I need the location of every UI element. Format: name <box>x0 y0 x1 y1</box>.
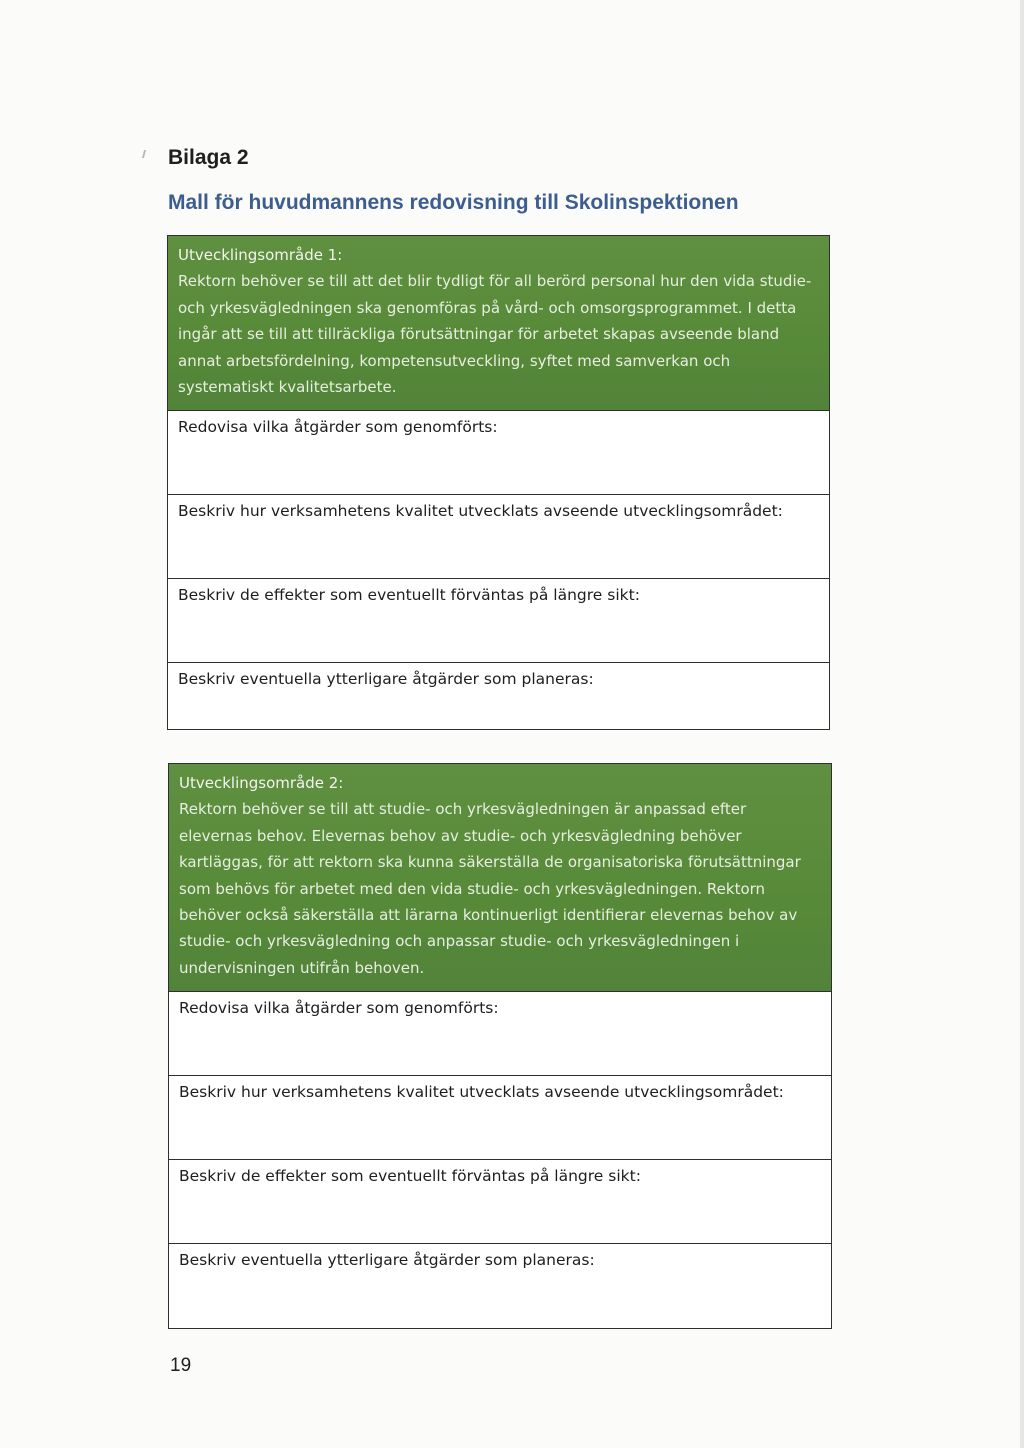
field-quality-development[interactable] <box>169 1076 831 1160</box>
field-label: Redovisa vilka åtgärder som genomförts: <box>179 999 499 1017</box>
field-label: Beskriv de effekter som eventuellt förväntas på längre sikt: <box>178 586 640 604</box>
field-long-term-effects[interactable] <box>168 579 829 663</box>
development-area-1-table <box>167 235 830 730</box>
attachment-label: Bilaga 2 <box>168 146 249 169</box>
field-planned-actions[interactable] <box>168 663 829 729</box>
field-label: Beskriv hur verksamhetens kvalitet utvecklats avseende utvecklingsområdet: <box>179 1083 784 1101</box>
development-area-1-title: Utvecklingsområde 1: <box>178 246 343 264</box>
field-label: Beskriv hur verksamhetens kvalitet utvecklats avseende utvecklingsområdet: <box>178 502 783 520</box>
development-area-1-text: Rektorn behöver se till att det blir tydligt för all berörd personal hur den vida studie- och yrkesvägledningen ska genomföras på vård- och omsorgsprogrammet. I detta ingår att se till att tillräckliga förutsättningar för arbetet skapas avseende bland annat arbetsfördelning, kompetensutveckling, syftet med samverkan och systematiskt kvalitetsarbete. <box>178 272 812 397</box>
field-planned-actions[interactable] <box>169 1244 831 1328</box>
development-area-1-description <box>168 236 829 411</box>
page-heading: Mall för huvudmannens redovisning till Skolinspektionen <box>168 191 739 214</box>
development-area-2-text: Rektorn behöver se till att studie- och yrkesvägledningen är anpassad efter elevernas behov. Elevernas behov av studie- och yrkesvägledning behöver kartläggas, för att rektorn ska kunna säkerställa de organisatoriska förutsättningar som behövs för arbetet med den vida studie- och yrkesvägledningen. Rektorn behöver också säkerställa att lärarna kontinuerligt identifierar elevernas behov av studie- och yrkesvägledning och anpassar studie- och yrkesvägledningen i undervisningen utifrån behoven. <box>179 800 801 977</box>
page-number: 19 <box>170 1355 192 1376</box>
development-area-2-title: Utvecklingsområde 2: <box>179 774 344 792</box>
field-label: Beskriv eventuella ytterligare åtgärder som planeras: <box>178 670 594 688</box>
development-area-2-description <box>169 764 831 992</box>
page-edge <box>1020 0 1024 1448</box>
field-label: Redovisa vilka åtgärder som genomförts: <box>178 418 498 436</box>
field-long-term-effects[interactable] <box>169 1160 831 1244</box>
field-label: Beskriv eventuella ytterligare åtgärder som planeras: <box>179 1251 595 1269</box>
field-label: Beskriv de effekter som eventuellt förväntas på längre sikt: <box>179 1167 641 1185</box>
field-quality-development[interactable] <box>168 495 829 579</box>
development-area-2-table <box>168 763 832 1329</box>
field-actions-taken[interactable] <box>168 411 829 495</box>
field-actions-taken[interactable] <box>169 992 831 1076</box>
scan-mark <box>142 150 146 158</box>
